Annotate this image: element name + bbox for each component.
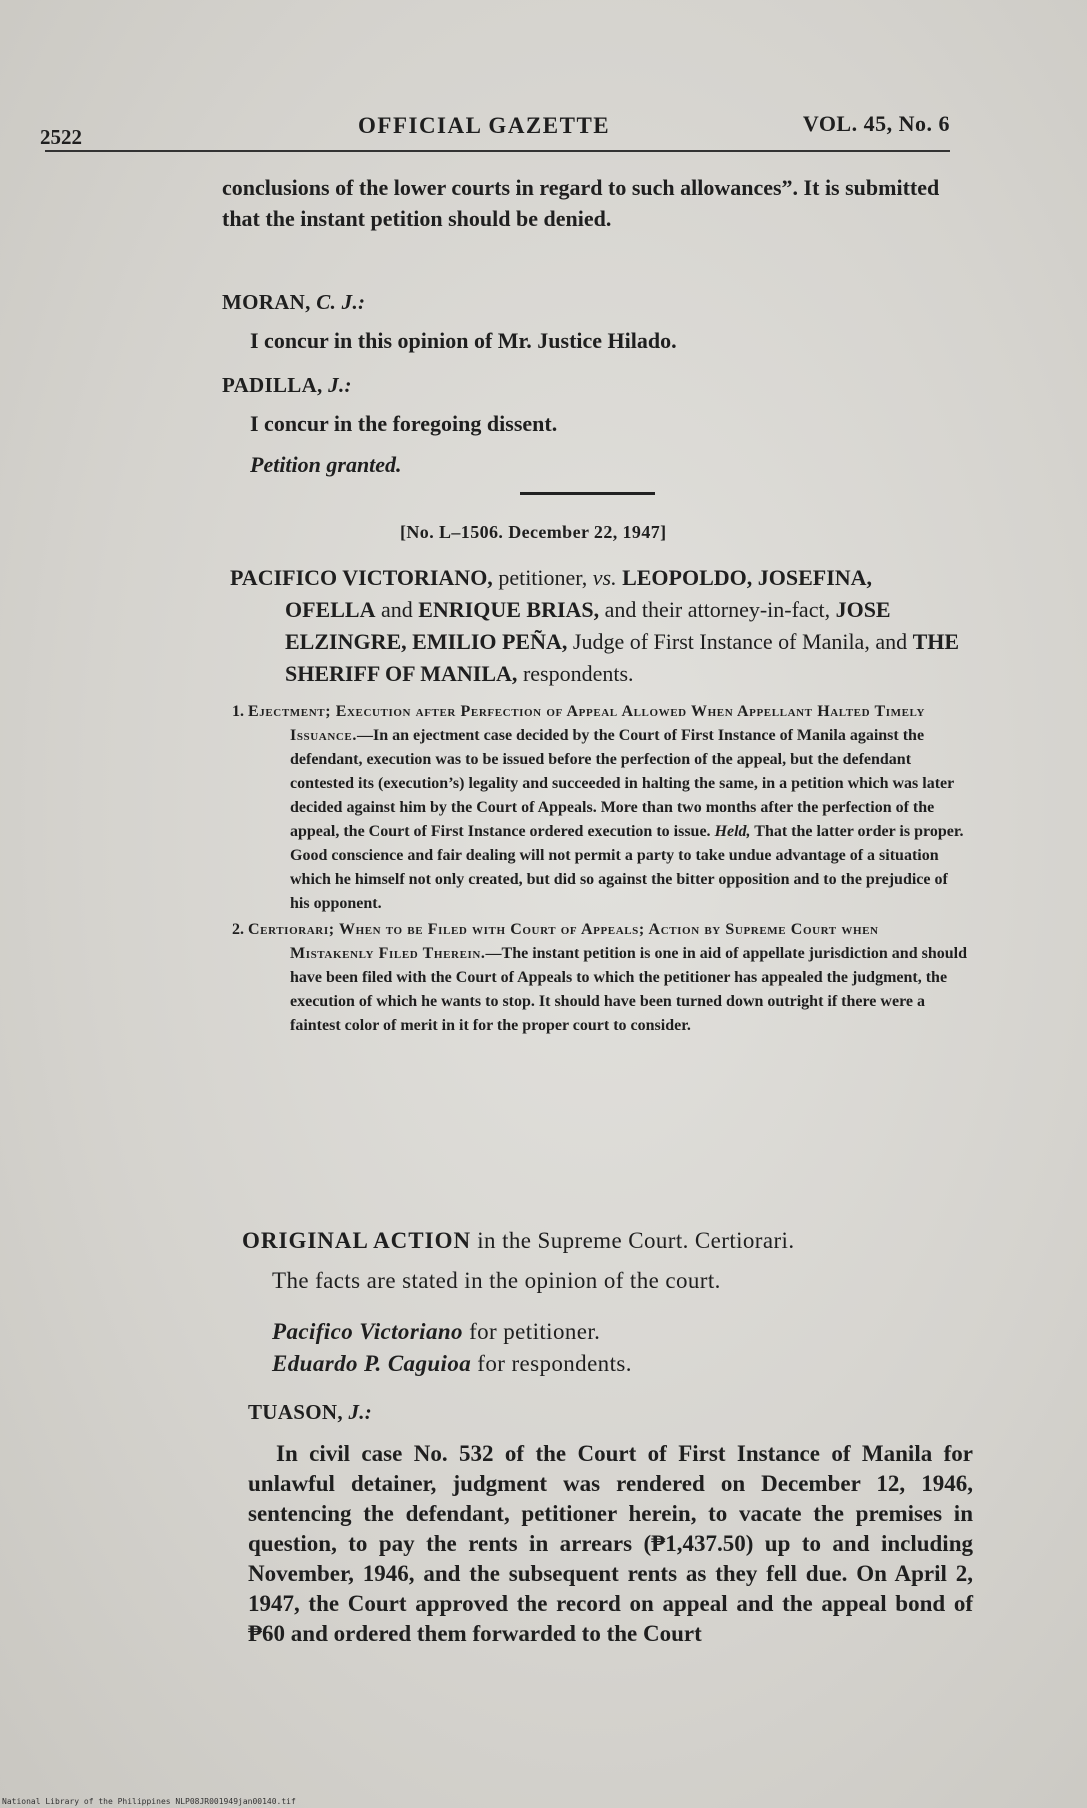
opinion-text: In civil case No. 532 of the Court of First Instance of Manila for unlawful detainer, judgment was rendered on December 12, 1946, sentencing the defendant, petitioner herein, to vacate the premises in question, to pay the rents in arrears (₱1,437.50) up to and including November, 1946, and the subsequent rents as they fell due. On April 2, 1947, the Court approved the record on appeal and the appeal bond of ₱60 and ordered them forwarded to the Court [248, 1441, 973, 1646]
section-separator [520, 492, 655, 495]
parties-connector: petitioner, [492, 565, 593, 590]
original-action-rest: in the Supreme Court. Certiorari. [471, 1228, 795, 1253]
syllabus-item [232, 918, 967, 1038]
syllabus-held: Held, [714, 823, 751, 840]
parties-connector: and [375, 597, 419, 622]
syllabus-number: 1. [232, 703, 248, 720]
padilla-name: PADILLA, [222, 373, 323, 397]
tuason-name: TUASON, [248, 1400, 343, 1424]
journal-title: OFFICIAL GAZETTE [358, 113, 611, 138]
syllabus-number: 2. [232, 921, 248, 938]
page-number: 2522 [40, 125, 82, 149]
syllabus-text: —In an ejectment case decided by the Court of First Instance of Manila against the defendant, execution was to be issued before the perfection of the appeal, but the defendant contested its (execution’s) legality and succeeded in halting the same, in a petition which was later decided against him by the Court of Appeals. More than two months after the perfection of the appeal, the Court of First Instance ordered execution to issue. [290, 727, 954, 840]
syllabus-item [232, 700, 967, 916]
syllabus-text: —The instant petition is one in aid of appellate jurisdiction and should have been filed with the Court of Appeals to which the petitioner has appealed the judgment, the execution of which he wants to stop. It should have been turned down outright if there were a faintest color of merit in it for the proper court to consider. [290, 945, 967, 1034]
moran-text: I concur in this opinion of Mr. Justice Hilado. [250, 328, 677, 353]
case-number: [No. L–1506. December 22, 1947] [400, 522, 667, 542]
moran-block [222, 290, 962, 356]
syllabus-text: That the latter order is proper. Good conscience and fair dealing will not permit a party to take undue advantage of a situation which he himself not only created, but did so against the bitter opposition and to the prejudice of his opponent. [290, 823, 964, 912]
petition-result: Petition granted. [250, 452, 402, 477]
running-header [40, 105, 950, 149]
padilla-heading [222, 373, 962, 398]
original-action-caps: ORIGINAL ACTION [242, 1228, 472, 1253]
tuason-title: J.: [348, 1400, 373, 1424]
counsel-respondents [272, 1348, 972, 1380]
petitioner-name: PACIFICO VICTORIANO, [230, 565, 493, 590]
continuation-block [222, 172, 962, 234]
respondent-name: ENRIQUE BRIAS, [418, 597, 600, 622]
respondent-name: THE SHERIFF OF MANILA, [285, 629, 960, 686]
counsel-name: Eduardo P. Caguioa [272, 1351, 472, 1376]
respondent-names: LEOPOLDO, JOSEFINA, OFELLA [285, 565, 873, 622]
counsel-name: Pacifico Victoriano [272, 1319, 463, 1344]
original-action [242, 1228, 972, 1254]
parties-connector: respondents. [517, 661, 634, 686]
parties-block [230, 562, 965, 690]
tuason-heading [248, 1400, 973, 1425]
parties-text [230, 562, 965, 690]
counsel-petitioner [272, 1316, 972, 1348]
scan-footer: National Library of the Philippines NLP08JR001949jan00140.tif [2, 1797, 296, 1806]
counsel-role: for petitioner. [462, 1319, 601, 1344]
versus: vs. [592, 565, 617, 590]
counsel-role: for respondents. [471, 1351, 632, 1376]
moran-title: C. J.: [316, 290, 366, 314]
padilla-title: J.: [328, 373, 352, 397]
parties-connector: Judge of First Instance of Manila, and [567, 629, 913, 654]
moran-name: MORAN, [222, 290, 311, 314]
case-number-block [400, 522, 800, 543]
syllabus-heading: Ejectment; Execution after Perfection of Appeal Allowed When Appellant Halted Timely Issuance. [248, 703, 925, 744]
tuason-block [248, 1400, 973, 1649]
original-action-block [242, 1228, 972, 1380]
volume-number: VOL. 45, No. 6 [802, 111, 950, 136]
moran-heading [222, 290, 962, 315]
facts-statement: The facts are stated in the opinion of the court. [272, 1268, 721, 1293]
padilla-block [222, 373, 962, 480]
syllabus-heading: Certiorari; When to be Filed with Court of Appeals; Action by Supreme Court when Mistakenly Filed Therein. [248, 921, 879, 962]
continuation-text: conclusions of the lower courts in regard to such allowances”. It is submitted that the instant petition should be denied. [222, 175, 940, 231]
syllabus [232, 700, 967, 1038]
respondent-names: JOSE ELZINGRE, EMILIO PEÑA, [285, 597, 891, 654]
header-rule [45, 150, 950, 152]
parties-connector: and their attorney-in-fact, [599, 597, 836, 622]
padilla-text: I concur in the foregoing dissent. [250, 411, 558, 436]
